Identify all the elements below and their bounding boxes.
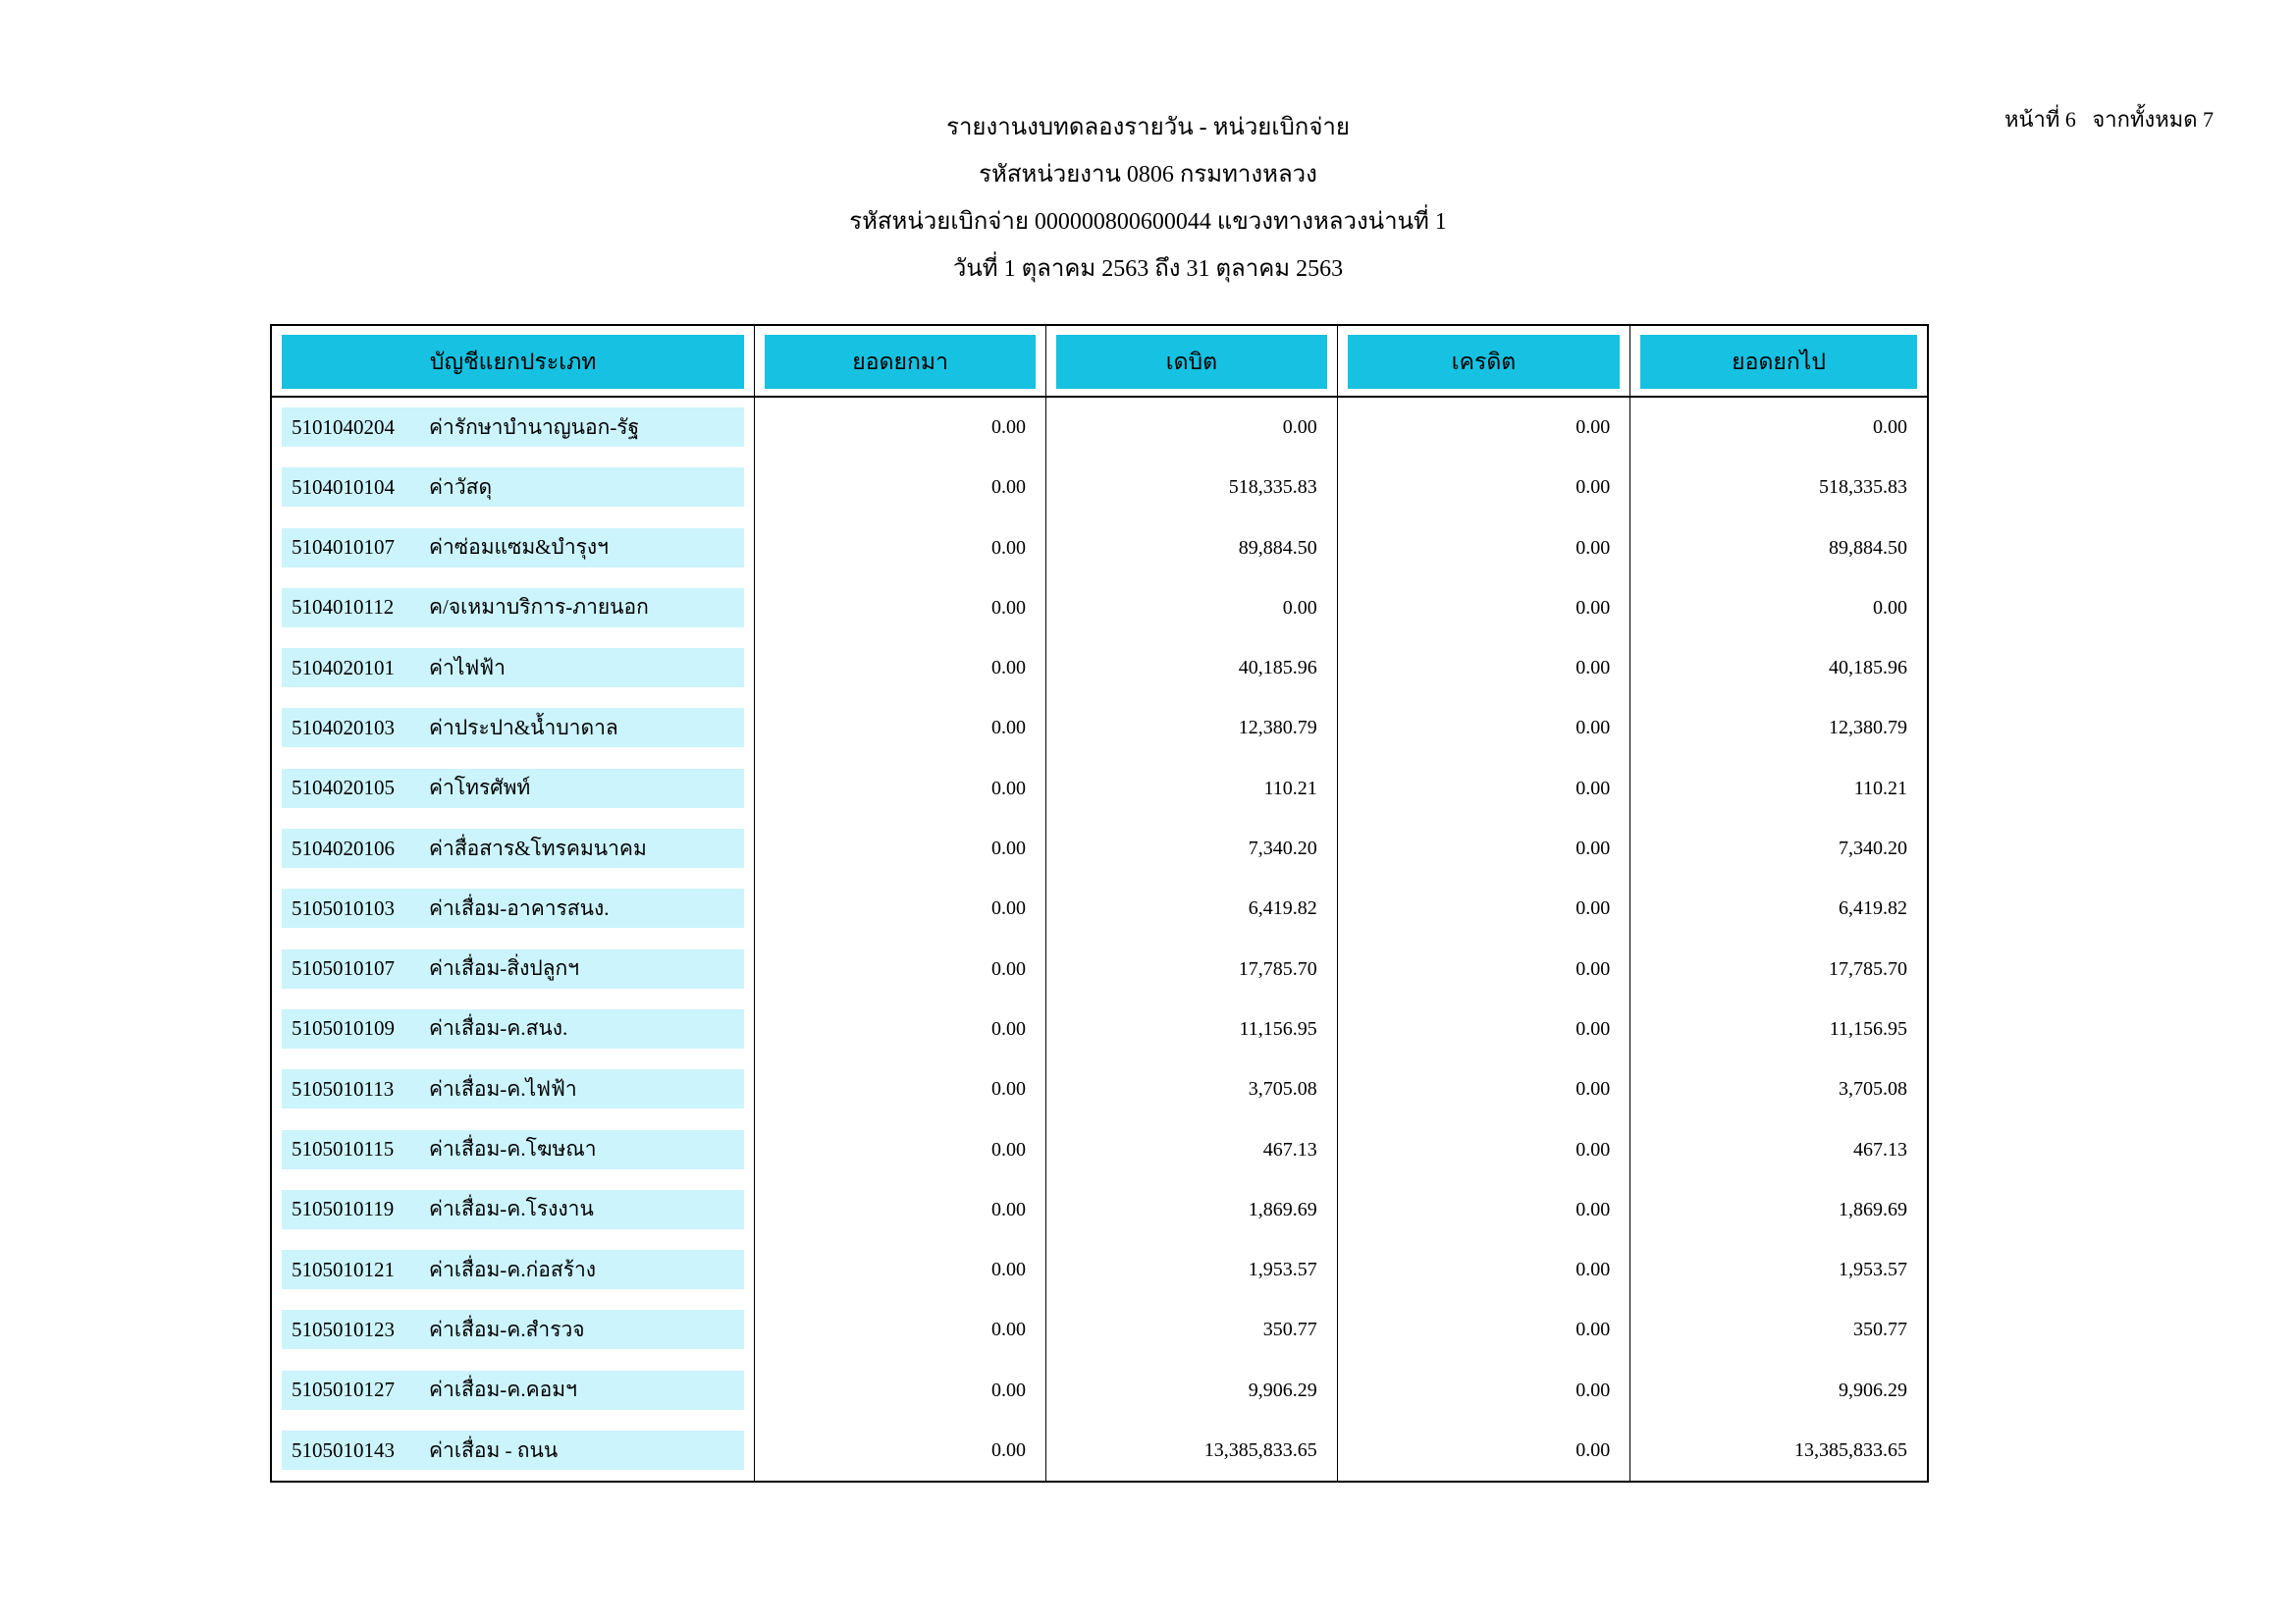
debit-cell: 6,419.82 bbox=[1046, 879, 1338, 939]
account-name: ค่าเสื่อม-ค.ไฟฟ้า bbox=[429, 1076, 577, 1101]
account-code: 5105010107 bbox=[292, 956, 395, 981]
account-code: 5104020106 bbox=[292, 836, 395, 860]
account-band bbox=[282, 588, 744, 627]
debit-cell: 9,906.29 bbox=[1046, 1361, 1338, 1421]
account-cell bbox=[272, 1000, 755, 1059]
header-cell-carry-forward-out: ยอดยกไป bbox=[1630, 326, 1927, 398]
debit-cell: 7,340.20 bbox=[1046, 819, 1338, 879]
credit-cell: 0.00 bbox=[1338, 1361, 1630, 1421]
account-code: 5104010104 bbox=[292, 474, 395, 499]
table-row bbox=[272, 1300, 1927, 1360]
header-cell-credit: เครดิต bbox=[1338, 326, 1630, 398]
table-row bbox=[272, 1240, 1927, 1300]
carry-forward-in-cell: 0.00 bbox=[755, 578, 1046, 638]
credit-cell: 0.00 bbox=[1338, 1059, 1630, 1119]
account-band bbox=[282, 769, 744, 808]
account-code: 5105010113 bbox=[292, 1076, 395, 1101]
carry-forward-in-cell: 0.00 bbox=[755, 819, 1046, 879]
account-band bbox=[282, 889, 744, 928]
account-name: ค่าเสื่อม-ค.คอมฯ bbox=[429, 1378, 577, 1402]
account-band bbox=[282, 648, 744, 687]
carry-forward-out-cell: 110.21 bbox=[1853, 777, 1907, 799]
credit-cell: 0.00 bbox=[1338, 819, 1630, 879]
carry-forward-in-cell: 0.00 bbox=[755, 1000, 1046, 1059]
carry-forward-in-cell: 0.00 bbox=[755, 638, 1046, 698]
carry-forward-in-cell: 0.00 bbox=[755, 1059, 1046, 1119]
account-cell bbox=[272, 398, 755, 458]
debit-cell: 1,953.57 bbox=[1046, 1240, 1338, 1300]
carry-forward-out-cell: 350.77 bbox=[1852, 1319, 1907, 1341]
disbursement-unit-line: รหัสหน่วยเบิกจ่าย 000000800600044 แขวงทางหลวงน่านที่ 1 bbox=[849, 209, 1447, 235]
account-cell bbox=[272, 578, 755, 638]
account-name: ค่าวัสดุ bbox=[429, 474, 493, 499]
account-name: ค่าเสื่อม-ค.โรงงาน bbox=[429, 1197, 594, 1221]
account-code: 5105010103 bbox=[292, 895, 395, 920]
account-band bbox=[282, 1190, 744, 1229]
account-code: 5105010123 bbox=[292, 1317, 395, 1341]
account-code: 5105010143 bbox=[292, 1437, 395, 1462]
credit-cell: 0.00 bbox=[1338, 1180, 1630, 1240]
credit-cell: 0.00 bbox=[1338, 1240, 1630, 1300]
carry-forward-out-cell: 518,335.83 bbox=[1818, 476, 1907, 499]
account-cell bbox=[272, 458, 755, 517]
account-cell bbox=[272, 1059, 755, 1119]
account-band bbox=[282, 708, 744, 747]
credit-cell: 0.00 bbox=[1338, 879, 1630, 939]
account-cell bbox=[272, 879, 755, 939]
debit-cell: 518,335.83 bbox=[1046, 458, 1338, 517]
account-band bbox=[282, 1250, 744, 1289]
account-cell bbox=[272, 698, 755, 758]
table-row bbox=[272, 759, 1927, 819]
account-band bbox=[282, 1130, 744, 1169]
account-name: ค่าเสื่อม-อาคารสนง. bbox=[429, 895, 610, 920]
debit-cell: 13,385,833.65 bbox=[1046, 1421, 1338, 1481]
account-name: ค/จเหมาบริการ-ภายนอก bbox=[429, 595, 649, 620]
carry-forward-in-cell: 0.00 bbox=[755, 940, 1046, 1000]
header-cell-carry-forward-in: ยอดยกมา bbox=[755, 326, 1046, 398]
account-code: 5104020105 bbox=[292, 776, 395, 800]
carry-forward-out-cell: 467.13 bbox=[1852, 1138, 1907, 1161]
account-band bbox=[282, 467, 744, 507]
debit-cell: 0.00 bbox=[1046, 398, 1338, 458]
carry-forward-out-cell: 1,953.57 bbox=[1838, 1259, 1907, 1281]
agency-code-line: รหัสหน่วยงาน 0806 กรมทางหลวง bbox=[979, 162, 1317, 188]
account-cell bbox=[272, 1361, 755, 1421]
account-name: ค่าไฟฟ้า bbox=[429, 655, 506, 679]
table-row bbox=[272, 638, 1927, 698]
credit-cell: 0.00 bbox=[1338, 578, 1630, 638]
table-row bbox=[272, 1421, 1927, 1481]
account-cell bbox=[272, 1421, 755, 1481]
table-row bbox=[272, 1361, 1927, 1421]
account-band bbox=[282, 407, 744, 447]
account-band bbox=[282, 1371, 744, 1410]
account-cell bbox=[272, 1240, 755, 1300]
table-header-row bbox=[272, 326, 1927, 398]
header-cell-debit: เดบิต bbox=[1046, 326, 1338, 398]
account-cell bbox=[272, 1180, 755, 1240]
debit-cell: 12,380.79 bbox=[1046, 698, 1338, 758]
credit-cell: 0.00 bbox=[1338, 398, 1630, 458]
credit-cell: 0.00 bbox=[1338, 638, 1630, 698]
account-code: 5105010127 bbox=[292, 1378, 395, 1402]
account-band bbox=[282, 528, 744, 568]
debit-cell: 467.13 bbox=[1046, 1120, 1338, 1180]
carry-forward-in-cell: 0.00 bbox=[755, 698, 1046, 758]
credit-cell: 0.00 bbox=[1338, 940, 1630, 1000]
trial-balance-table bbox=[270, 324, 1929, 1483]
carry-forward-out-cell: 0.00 bbox=[1872, 416, 1907, 438]
carry-forward-in-cell: 0.00 bbox=[755, 1421, 1046, 1481]
table-row bbox=[272, 398, 1927, 458]
debit-cell: 3,705.08 bbox=[1046, 1059, 1338, 1119]
carry-forward-out-cell: 12,380.79 bbox=[1828, 717, 1907, 739]
debit-cell: 350.77 bbox=[1046, 1300, 1338, 1360]
carry-forward-in-cell: 0.00 bbox=[755, 1240, 1046, 1300]
credit-cell: 0.00 bbox=[1338, 1120, 1630, 1180]
account-cell bbox=[272, 759, 755, 819]
account-code: 5101040204 bbox=[292, 414, 395, 439]
date-range-line: วันที่ 1 ตุลาคม 2563 ถึง 31 ตุลาคม 2563 bbox=[952, 256, 1344, 282]
account-name: ค่าเสื่อม - ถนน bbox=[429, 1437, 559, 1462]
account-name: ค่าเสื่อม-ค.สนง. bbox=[429, 1016, 568, 1041]
account-cell bbox=[272, 940, 755, 1000]
carry-forward-in-cell: 0.00 bbox=[755, 879, 1046, 939]
table-row bbox=[272, 458, 1927, 517]
account-name: ค่าเสื่อม-ค.สำรวจ bbox=[429, 1317, 585, 1341]
account-band bbox=[282, 949, 744, 989]
account-cell bbox=[272, 1120, 755, 1180]
table-row bbox=[272, 1059, 1927, 1119]
account-code: 5104020103 bbox=[292, 715, 395, 739]
credit-cell: 0.00 bbox=[1338, 518, 1630, 578]
debit-cell: 0.00 bbox=[1046, 578, 1338, 638]
carry-forward-in-cell: 0.00 bbox=[755, 398, 1046, 458]
credit-cell: 0.00 bbox=[1338, 698, 1630, 758]
carry-forward-out-cell: 40,185.96 bbox=[1828, 657, 1907, 679]
carry-forward-out-cell: 89,884.50 bbox=[1828, 536, 1907, 559]
account-code: 5105010109 bbox=[292, 1016, 395, 1041]
carry-forward-out-cell: 0.00 bbox=[1872, 596, 1907, 619]
account-cell bbox=[272, 819, 755, 879]
table-row bbox=[272, 1180, 1927, 1240]
account-name: ค่าเสื่อม-ค.ก่อสร้าง bbox=[429, 1257, 597, 1281]
carry-forward-in-cell: 0.00 bbox=[755, 458, 1046, 517]
account-code: 5104020101 bbox=[292, 655, 395, 679]
table-row bbox=[272, 698, 1927, 758]
account-name: ค่าสื่อสาร&โทรคมนาคม bbox=[429, 836, 647, 860]
account-code: 5105010119 bbox=[292, 1197, 395, 1221]
debit-cell: 89,884.50 bbox=[1046, 518, 1338, 578]
account-cell bbox=[272, 1300, 755, 1360]
carry-forward-in-cell: 0.00 bbox=[755, 1180, 1046, 1240]
account-band bbox=[282, 1069, 744, 1109]
debit-cell: 1,869.69 bbox=[1046, 1180, 1338, 1240]
credit-cell: 0.00 bbox=[1338, 458, 1630, 517]
account-name: ค่ารักษาบำนาญนอก-รัฐ bbox=[429, 414, 640, 439]
carry-forward-in-cell: 0.00 bbox=[755, 759, 1046, 819]
account-name: ค่าโทรศัพท์ bbox=[429, 776, 531, 800]
report-header bbox=[0, 104, 2296, 293]
carry-forward-out-cell: 13,385,833.65 bbox=[1793, 1439, 1907, 1462]
account-band bbox=[282, 1009, 744, 1049]
account-name: ค่าเสื่อม-ค.โฆษณา bbox=[429, 1137, 597, 1162]
credit-cell: 0.00 bbox=[1338, 759, 1630, 819]
carry-forward-out-cell: 11,156.95 bbox=[1829, 1017, 1907, 1040]
credit-cell: 0.00 bbox=[1338, 1000, 1630, 1059]
debit-cell: 17,785.70 bbox=[1046, 940, 1338, 1000]
account-band bbox=[282, 829, 744, 868]
account-code: 5105010115 bbox=[292, 1137, 395, 1162]
carry-forward-out-cell: 3,705.08 bbox=[1838, 1078, 1907, 1101]
report-title: รายงานงบทดลองรายวัน - หน่วยเบิกจ่าย bbox=[946, 115, 1350, 140]
table-row bbox=[272, 578, 1927, 638]
carry-forward-in-cell: 0.00 bbox=[755, 1120, 1046, 1180]
account-code: 5104010107 bbox=[292, 535, 395, 560]
table-row bbox=[272, 940, 1927, 1000]
account-band bbox=[282, 1310, 744, 1349]
header-cell-account: บัญชีแยกประเภท bbox=[272, 326, 755, 398]
table-row bbox=[272, 1120, 1927, 1180]
table-row bbox=[272, 1000, 1927, 1059]
carry-forward-in-cell: 0.00 bbox=[755, 1300, 1046, 1360]
table-row bbox=[272, 879, 1927, 939]
credit-cell: 0.00 bbox=[1338, 1421, 1630, 1481]
carry-forward-out-cell: 17,785.70 bbox=[1828, 957, 1907, 980]
debit-cell: 110.21 bbox=[1046, 759, 1338, 819]
account-name: ค่าเสื่อม-สิ่งปลูกฯ bbox=[429, 956, 580, 981]
carry-forward-in-cell: 0.00 bbox=[755, 1361, 1046, 1421]
credit-cell: 0.00 bbox=[1338, 1300, 1630, 1360]
debit-cell: 11,156.95 bbox=[1046, 1000, 1338, 1059]
account-cell bbox=[272, 518, 755, 578]
table-row bbox=[272, 819, 1927, 879]
carry-forward-out-cell: 9,906.29 bbox=[1838, 1379, 1907, 1401]
account-cell bbox=[272, 638, 755, 698]
table-row bbox=[272, 518, 1927, 578]
account-name: ค่าซ่อมแซม&บำรุงฯ bbox=[429, 535, 609, 560]
page-number-indicator: หน้าที่ 6 จากทั้งหมด 7 bbox=[2004, 107, 2214, 132]
carry-forward-in-cell: 0.00 bbox=[755, 518, 1046, 578]
carry-forward-out-cell: 1,869.69 bbox=[1838, 1198, 1907, 1220]
account-name: ค่าประปา&น้ำบาดาล bbox=[429, 715, 618, 739]
account-band bbox=[282, 1431, 744, 1470]
debit-cell: 40,185.96 bbox=[1046, 638, 1338, 698]
account-code: 5105010121 bbox=[292, 1257, 395, 1281]
carry-forward-out-cell: 7,340.20 bbox=[1838, 838, 1907, 860]
table-body bbox=[272, 398, 1927, 1481]
carry-forward-out-cell: 6,419.82 bbox=[1838, 897, 1907, 920]
account-code: 5104010112 bbox=[292, 595, 395, 620]
